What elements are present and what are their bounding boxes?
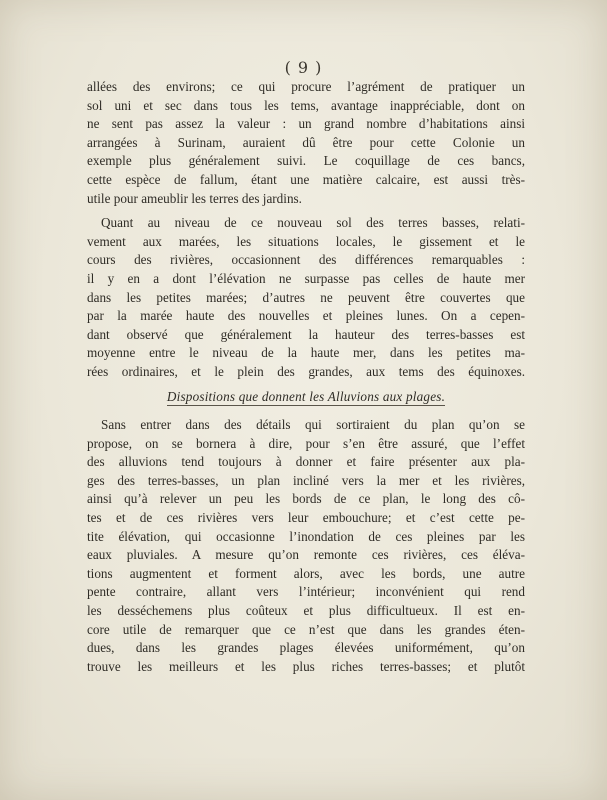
- text-line: il y en a dont l’élévation ne surpasse pas celles de haute mer: [87, 270, 525, 286]
- text-line: sol uni et sec dans tous les tems, avantage inappréciable, dont on: [87, 97, 525, 113]
- text-line: arrangées à Surinam, auraient dû être pour cette Colonie un: [87, 134, 525, 150]
- text-line: des alluvions tend toujours à donner et faire présenter aux pla-: [87, 454, 525, 470]
- text-line: par la marée haute des nouvelles et pleines lunes. On a cepen-: [87, 308, 525, 324]
- text-line: exemple plus généralement suivi. Le coquillage de ces bancs,: [87, 153, 525, 169]
- text-line: utile pour ameublir les terres des jardins.: [87, 190, 302, 206]
- text-line: eaux pluviales. A mesure qu’on remonte ces rivières, ces éléva-: [87, 547, 525, 563]
- text-line: tions augmentent et forment alors, avec les bords, une autre: [87, 565, 525, 581]
- text-line: ainsi qu’à relever un peu les bords de ce plan, le long des cô-: [87, 491, 525, 507]
- text-line: propose, on se bornera à dire, pour s’en être assuré, que l’effet: [87, 435, 525, 451]
- text-line: ges des terres-basses, un plan incliné vers la mer et les rivières,: [87, 472, 525, 488]
- text-line: vement aux marées, les situations locales, le gissement et le: [87, 233, 525, 249]
- text-line: dant observé que généralement la hauteur des terres-basses est: [87, 326, 525, 342]
- paragraph-3: [87, 416, 525, 676]
- paragraph-2: [87, 214, 525, 381]
- paragraph-1: [87, 78, 525, 208]
- text-line: Quant au niveau de ce nouveau sol des terres basses, relati-: [101, 215, 525, 231]
- text-line: core utile de remarquer que ce n’est que dans les grandes éten-: [87, 621, 525, 637]
- text-line: dues, dans les grandes plages élevées uniformément, qu’on: [87, 640, 525, 656]
- text-line: cours des rivières, occasionnent des différences remarquables :: [87, 252, 525, 268]
- text-line: rées ordinaires, et le plein des grandes, aux tems des équinoxes.: [87, 363, 525, 379]
- section-heading: [87, 388, 525, 407]
- text-line: allées des environs; ce qui procure l’agrément de pratiquer un: [87, 79, 525, 94]
- section-heading-text: Dispositions que donnent les Alluvions aux plages.: [166, 388, 446, 404]
- text-line: dans les petites marées; d’autres ne peuvent être couvertes que: [87, 289, 525, 305]
- text-line: tes et de ces rivières vers leur embouchure; et c’est cette pe-: [87, 510, 525, 526]
- text-line: ne sent pas assez la valeur : un grand nombre d’habitations ainsi: [87, 116, 525, 132]
- page-number: ( 9 ): [284, 58, 323, 77]
- text-line: pente contraire, allant vers l’intérieur; inconvénient qui rend: [87, 584, 525, 600]
- text-line: trouve les meilleurs et les plus riches terres-basses; et plutôt: [87, 658, 525, 674]
- text-line: moyenne entre le niveau de la haute mer, dans les petites ma-: [87, 345, 525, 361]
- text-line: tite élévation, qui occasionne l’inondation de ces pleines par les: [87, 528, 525, 544]
- body-text: [87, 78, 525, 682]
- text-line: cette espèce de fallum, étant une matière calcaire, est aussi très-: [87, 171, 525, 187]
- text-line: Sans entrer dans des détails qui sortiraient du plan qu’on se: [101, 417, 525, 433]
- text-line: les desséchemens plus coûteux et plus difficultueux. Il est en-: [87, 603, 525, 619]
